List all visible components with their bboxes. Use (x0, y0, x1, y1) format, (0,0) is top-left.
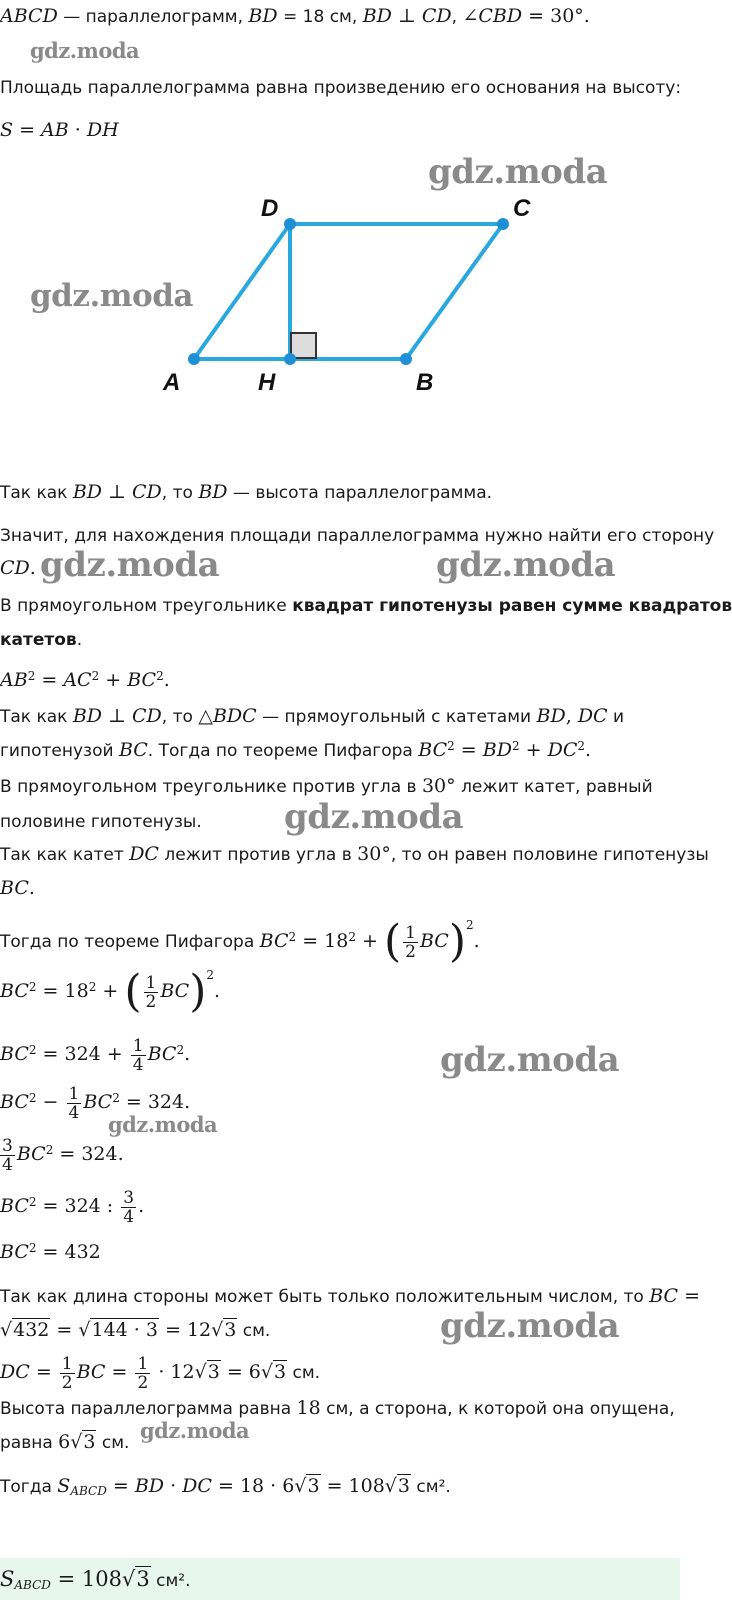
equation-3: $BC^2 = 324$ + $\frac{1}{4}$ $BC^2$. (0, 1035, 191, 1075)
label-b: B (416, 369, 434, 396)
text: квадрат гипотенузы равен сумме квадратов (292, 596, 732, 616)
equation-6: $BC^2 = 324$ : $\frac{3}{4}$ . (0, 1187, 145, 1227)
point-h (284, 353, 296, 365)
answer-box (0, 1558, 680, 1600)
label-c: C (513, 195, 531, 222)
parallelogram-figure (0, 170, 680, 410)
watermark: gdz.moda (140, 1418, 250, 1443)
height-statement: Так как BD ⊥ CD, то BD — высота параллелограмма. (0, 481, 493, 503)
height-side-text: Высота параллелограмма равна 18 см, а сторона, к которой она опущена, (0, 1397, 675, 1419)
angle-30-rule-cont: половине гипотенузы. (0, 812, 202, 832)
text: Тогда (0, 1477, 52, 1497)
text: , то он равен половине гипотенузы (390, 845, 709, 865)
text: — высота параллелограмма. (232, 483, 493, 503)
equation-5: $\frac{3}{4}$ $BC^2 = 324$. (2, 1135, 124, 1175)
point-a (188, 353, 200, 365)
text: см². (156, 1571, 191, 1591)
point-d (284, 218, 296, 230)
triangle-bdc-statement: Так как BD ⊥ CD, то △BDC — прямоугольный с катетами BD, DC и (0, 705, 625, 727)
text: , то (161, 707, 193, 727)
text: , (451, 7, 458, 27)
text: — прямоугольный с катетами (262, 707, 532, 727)
equation-1: Тогда по теореме Пифагора $BC^2 = 18^2$ + ( $\frac{1}{2}$ BC)$^2$. (0, 916, 480, 967)
text: и (613, 707, 625, 727)
bc-value-text: Так как длина стороны может быть только положительным числом, то BC = (0, 1285, 701, 1307)
point-b (400, 353, 412, 365)
text: Высота параллелограмма равна (0, 1399, 292, 1419)
area-formula: S = AB · DH (0, 119, 119, 141)
label-a: A (163, 369, 181, 396)
watermark: gdz.moda (440, 1040, 620, 1080)
watermark: gdz.moda (108, 1112, 218, 1137)
text: В прямоугольном треугольнике против угла в (0, 777, 417, 797)
text: равна (0, 1433, 53, 1453)
watermark: gdz.moda (30, 38, 140, 63)
pythagoras-rule-cont: катетов. (0, 630, 83, 650)
label-d: D (261, 195, 279, 222)
dc-half-statement-cont: BC. (0, 877, 35, 899)
text: Так как (0, 707, 68, 727)
right-angle-mark (291, 333, 316, 358)
text: гипотенузой (0, 741, 114, 761)
equation-2: $BC^2 = 18^2$ + ( $\frac{1}{2}$ BC)$^2$. (0, 966, 221, 1017)
find-side-cd: CD. (0, 557, 36, 579)
text: Так как длина стороны может быть только положительным числом, то (0, 1287, 644, 1307)
watermark: gdz.moda (440, 1306, 620, 1346)
pythagoras-rule (0, 594, 732, 618)
dc-half-statement: Так как катет DC лежит против угла в 30°, то он равен половине гипотенузы (0, 843, 709, 865)
text: В прямоугольном треугольнике (0, 596, 287, 616)
watermark: gdz.moda (436, 545, 616, 585)
triangle-bdc-statement-cont: гипотенузой BC. Тогда по теореме Пифагора $BC^2 = BD^2 + DC^2$. (0, 739, 592, 761)
text: = 18 см, (283, 7, 358, 27)
watermark: gdz.moda (428, 152, 608, 192)
text: , то (161, 483, 193, 503)
area-formula-text: Площадь параллелограмма равна произведению его основания на высоту: (0, 78, 682, 98)
equation-7: $BC^2 = 432$ (0, 1241, 101, 1263)
problem-statement: ABCD — параллелограмм, BD = 18 см, BD ⊥ CD, ∠CBD = 30°. (0, 5, 590, 27)
text: см². (416, 1477, 451, 1497)
label-h: H (258, 369, 276, 396)
point-c (497, 218, 509, 230)
dc-value: DC = $\frac{1}{2}$ BC = $\frac{1}{2}$ · 12√3 = 6√3 см. (0, 1353, 321, 1393)
text: см. (292, 1363, 321, 1383)
answer: $S_{ABCD} = 108√3$ см². (0, 1567, 191, 1592)
angle-30-rule: В прямоугольном треугольнике против угла в 30° лежит катет, равный (0, 775, 653, 797)
watermark: gdz.moda (40, 545, 220, 585)
watermark: gdz.moda (284, 797, 464, 837)
text: — параллелограмм, (63, 7, 244, 27)
text: Так как (0, 483, 68, 503)
pythagoras-formula: $AB^2 = AC^2 + BC^2$. (0, 669, 170, 691)
text: см, а сторона, к которой она опущена, (326, 1399, 675, 1419)
text: см. (101, 1433, 130, 1453)
equation-4: $BC^2$ − $\frac{1}{4}$ $BC^2 = 324$. (0, 1083, 191, 1123)
text: см. (242, 1321, 271, 1341)
parallelogram-shape (194, 224, 503, 359)
area-calculation: Тогда $S_{ABCD}$ = BD · DC = 18 · 6√3 = 108√3 см². (0, 1475, 451, 1498)
text: лежит катет, равный (461, 777, 653, 797)
text: . Тогда по теореме Пифагора (147, 741, 413, 761)
watermark: gdz.moda (30, 278, 193, 314)
text: Тогда по теореме Пифагора (0, 932, 255, 952)
bc-value: √432 = √144 · 3 = 12√3 см. (0, 1319, 271, 1341)
find-side-text: Значит, для нахождения площади параллелограмма нужно найти его сторону (0, 526, 715, 546)
text: Так как катет (0, 845, 124, 865)
text: катетов (0, 630, 77, 650)
height-side-text-cont: равна 6√3 см. (0, 1431, 130, 1453)
text: лежит против угла в (164, 845, 352, 865)
